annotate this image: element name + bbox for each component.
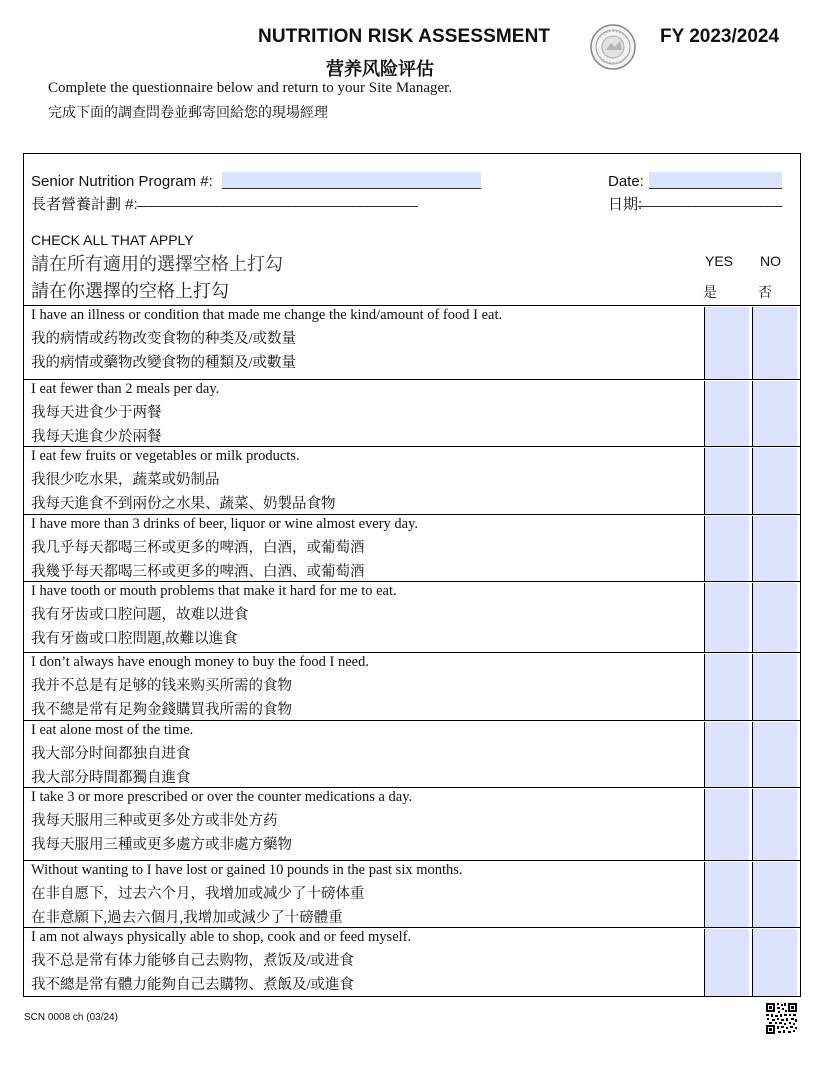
question-text-simplified: 我每天进食少于两餐 (31, 405, 162, 421)
instructions-chinese: 完成下面的調查問卷並郵寄回給您的現場經理 (48, 106, 328, 121)
question-row (24, 446, 800, 514)
no-checkbox[interactable] (752, 929, 797, 996)
program-number-underline-chinese: _______________________________________ (137, 191, 418, 207)
yes-checkbox[interactable] (704, 929, 749, 996)
no-checkbox[interactable] (752, 722, 797, 788)
question-text-simplified: 我有牙齿或口腔问题，故难以进食 (31, 607, 249, 623)
question-row (24, 514, 800, 581)
question-text-traditional: 我不總是常有體力能夠自己去購物、煮飯及/或進食 (31, 977, 355, 993)
no-checkbox[interactable] (752, 516, 797, 582)
question-text: I have tooth or mouth problems that make it hard for me to eat. (31, 583, 397, 599)
no-column-header-chinese: 否 (758, 284, 772, 300)
question-text-simplified: 我很少吃水果，蔬菜或奶制品 (31, 472, 220, 488)
question-text-simplified: 我每天服用三种或更多处方或非处方药 (31, 813, 278, 829)
qr-code-icon (766, 1003, 797, 1034)
program-number-label: Senior Nutrition Program #: (31, 173, 213, 190)
question-text-simplified: 我几乎每天都喝三杯或更多的啤酒，白酒，或葡萄酒 (31, 540, 365, 556)
question-row (24, 305, 800, 379)
question-text-traditional: 在非意願下,過去六個月,我增加或減少了十磅體重 (31, 910, 343, 926)
question-row (24, 720, 800, 787)
yes-checkbox[interactable] (704, 516, 749, 582)
page-title: NUTRITION RISK ASSESSMENT (258, 26, 551, 47)
county-seal-icon (590, 24, 636, 70)
yes-checkbox[interactable] (704, 654, 749, 721)
question-text: I have more than 3 drinks of beer, liquor or wine almost every day. (31, 516, 419, 532)
question-row (24, 860, 800, 927)
no-checkbox[interactable] (752, 789, 797, 861)
yes-column-header: YES (705, 253, 734, 269)
question-text-simplified: 我不总是常有体力能够自己去购物，煮饭及/或进食 (31, 953, 355, 969)
question-text-traditional: 我有牙齒或口腔問題,故難以進食 (31, 631, 238, 647)
yes-checkbox[interactable] (704, 722, 749, 788)
question-text-traditional: 我的病情或藥物改變食物的種類及/或數量 (31, 355, 297, 371)
question-row (24, 652, 800, 720)
question-text: I take 3 or more prescribed or over the counter medications a day. (31, 789, 413, 805)
no-checkbox[interactable] (752, 307, 797, 380)
program-number-label-chinese: 長者營養計劃 #: (31, 196, 138, 213)
question-row (24, 379, 800, 446)
question-text: I eat fewer than 2 meals per day. (31, 381, 220, 397)
no-column-header: NO (760, 253, 781, 269)
yes-checkbox[interactable] (704, 381, 749, 447)
instructions: Complete the questionnaire below and return to your Site Manager. (48, 80, 453, 96)
fiscal-year: FY 2023/2024 (660, 26, 780, 47)
no-checkbox[interactable] (752, 448, 797, 515)
question-text-simplified: 我并不总是有足够的钱来购买所需的食物 (31, 678, 292, 694)
question-text: I am not always physically able to shop, cook and or feed myself. (31, 929, 412, 945)
page-title-chinese: 营养风险评估 (326, 59, 434, 79)
yes-checkbox[interactable] (704, 583, 749, 653)
question-text-traditional: 我每天進食少於兩餐 (31, 429, 162, 445)
question-text-simplified: 我的病情或药物改变食物的种类及/或数量 (31, 331, 297, 347)
no-checkbox[interactable] (752, 862, 797, 928)
question-text: I don’t always have enough money to buy the food I need. (31, 654, 369, 670)
question-text: Without wanting to I have lost or gained 10 pounds in the past six months. (31, 862, 463, 878)
yes-column-header-chinese: 是 (703, 284, 717, 300)
question-text-traditional: 我每天服用三種或更多處方或非處方藥物 (31, 837, 292, 853)
date-input[interactable] (649, 172, 782, 189)
question-text-traditional: 我大部分時間都獨自進食 (31, 770, 191, 786)
question-text-traditional: 我每天進食不到兩份之水果、蔬菜、奶製品食物 (31, 496, 336, 512)
question-row (24, 581, 800, 652)
date-label: Date: (608, 173, 644, 190)
date-underline-chinese: ____________________ (638, 191, 782, 207)
no-checkbox[interactable] (752, 381, 797, 447)
question-text: I eat few fruits or vegetables or milk products. (31, 448, 300, 464)
form-code: SCN 0008 ch (03/24) (24, 1012, 118, 1023)
yes-checkbox[interactable] (704, 448, 749, 515)
yes-checkbox[interactable] (704, 862, 749, 928)
check-all-instruction: CHECK ALL THAT APPLY (31, 232, 194, 248)
question-text-simplified: 在非自愿下，过去六个月，我增加或减少了十磅体重 (31, 886, 365, 902)
question-row (24, 927, 800, 995)
check-all-instruction-chinese-1: 請在所有適用的選擇空格上打勾 (31, 254, 283, 274)
date-label-chinese: 日期: (608, 196, 643, 213)
yes-checkbox[interactable] (704, 307, 749, 380)
question-text-traditional: 我不總是常有足夠金錢購買我所需的食物 (31, 702, 292, 718)
question-text-traditional: 我幾乎每天都喝三杯或更多的啤酒、白酒、或葡萄酒 (31, 564, 365, 580)
question-text-simplified: 我大部分时间都独自进食 (31, 746, 191, 762)
yes-checkbox[interactable] (704, 789, 749, 861)
check-all-instruction-chinese-2: 請在你選擇的空格上打勾 (31, 281, 229, 301)
question-row (24, 787, 800, 860)
no-checkbox[interactable] (752, 654, 797, 721)
no-checkbox[interactable] (752, 583, 797, 653)
program-number-input[interactable] (222, 172, 481, 189)
question-text: I have an illness or condition that made me change the kind/amount of food I eat. (31, 307, 503, 323)
question-text: I eat alone most of the time. (31, 722, 194, 738)
